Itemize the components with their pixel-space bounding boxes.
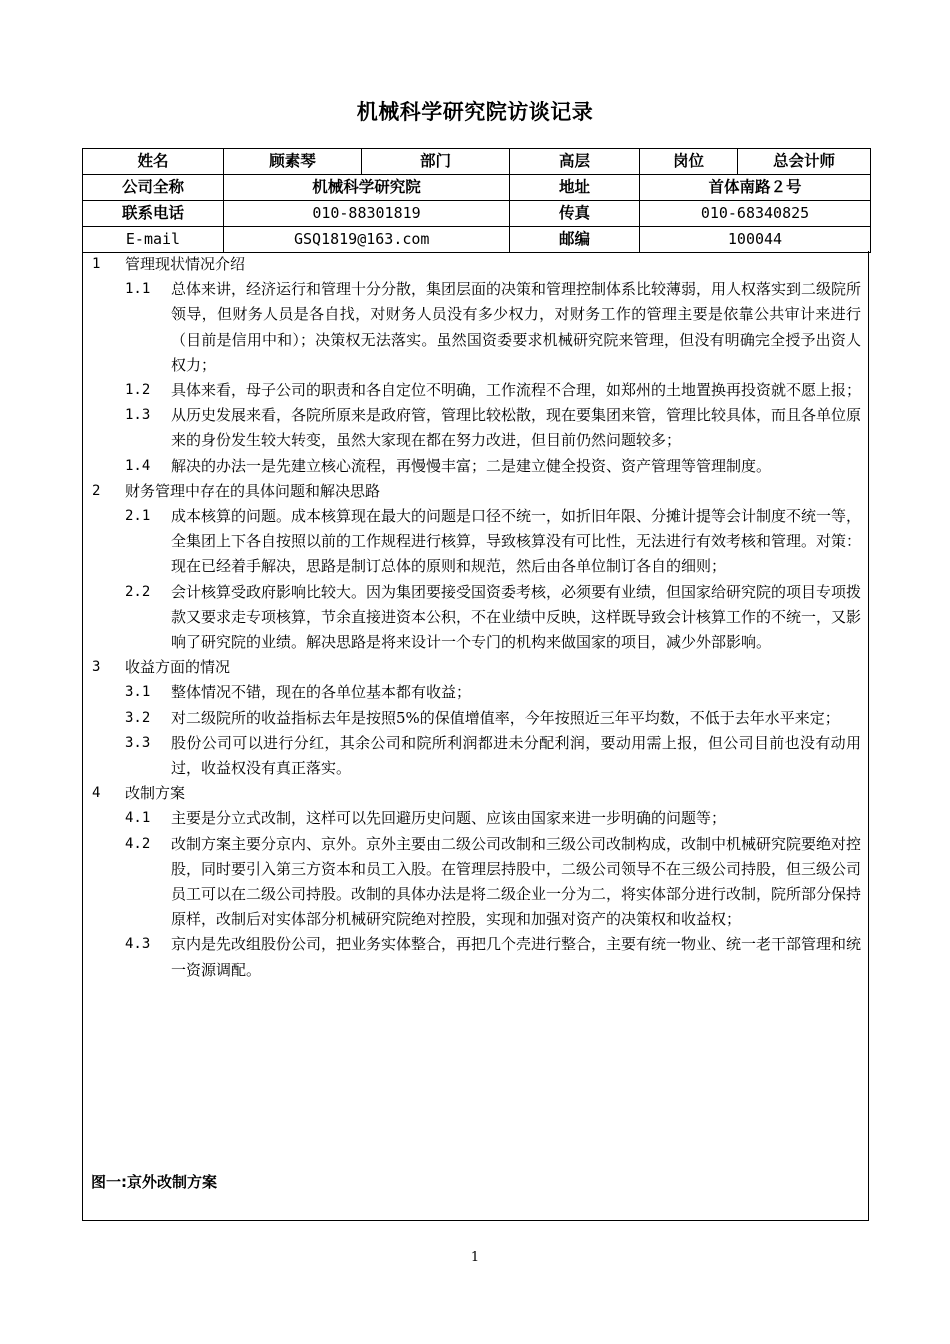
list-item [83,832,870,933]
list-item [83,706,870,731]
item-number: 1.2 [125,382,151,398]
list-item [83,680,870,705]
fax-label: 传真 [510,201,640,227]
position-value: 总会计师 [738,149,871,175]
section-number: 1 [92,256,101,272]
item-text: 整体情况不错，现在的各单位基本都有收益； [171,683,472,702]
item-text: 会计核算受政府影响比较大。因为集团要接受国资委考核，必须要有业绩，但国家给研究院的项目专项拨款又要求走专项核算，节余直接进资本公积，不在业绩中反映，这样既导致会计核算工作的不统一，又影响了研究院的业绩。解决思路是将来设计一个专门的机构来做国家的项目，减少外部影响。 [171,582,862,652]
info-table [82,148,871,253]
address-label: 地址 [510,175,640,201]
dept-label: 部门 [362,149,510,175]
item-text: 主要是分立式改制，这样可以先回避历史问题、应该由国家来进一步明确的问题等； [171,809,727,828]
item-text: 解决的办法一是先建立核心流程，再慢慢丰富；二是建立健全投资、资产管理等管理制度。 [171,456,772,475]
table-row [83,175,871,201]
table-row [83,227,871,253]
item-text: 对二级院所的收益指标去年是按照5%的保值增值率，今年按照近三年平均数，不低于去年水平来定； [171,708,840,727]
item-number: 3.2 [125,709,151,726]
list-item [83,731,870,781]
table-row [83,149,871,175]
email-label: E-mail [83,227,224,253]
dept-value: 高层 [510,149,640,175]
address-value: 首体南路２号 [640,175,871,201]
position-label: 岗位 [640,149,738,175]
item-text: 成本核算的问题。成本核算现在最大的问题是口径不统一，如折旧年限、分摊计提等会计制度不统一等，全集团上下各自按照以前的工作规程进行核算，导致核算没有可比性，无法进行有效考核和管理。对策：现在已经着手解决，思路是制订总体的原则和规范，然后由各单位制订各自的细则； [171,507,862,576]
section-number: 2 [92,482,101,499]
section-heading [83,252,870,277]
section-heading [83,781,870,806]
item-number: 2.2 [125,583,151,600]
phone-value: 010-88301819 [224,201,510,227]
item-text: 总体来讲，经济运行和管理十分分散，集团层面的决策和管理控制体系比较薄弱，用人权落实到二级院所领导，但财务人员是各自找，对财务人员没有多少权力，对财务工作的管理主要是依靠公共审计来进行（目前是信用中和）；决策权无法落实。虽然国资委要求机械研究院来管理，但没有明确完全授予出资人权力； [171,280,862,374]
item-text: 股份公司可以进行分红，其余公司和院所利润都进未分配利润，要动用需上报，但公司目前也没有动用过，收益权没有真正落实。 [171,733,861,778]
list-item [83,454,870,479]
list-item [83,378,870,403]
list-item [83,806,870,831]
list-item [83,277,870,378]
item-text: 京内是先改组股份公司，把业务实体整合，再把几个壳进行整合，主要有统一物业、统一老干部管理和统一资源调配。 [171,935,862,979]
list-item [83,580,870,656]
item-number: 3.1 [125,684,151,701]
postcode-value: 100044 [640,227,871,253]
item-number: 4.3 [125,936,151,953]
phone-label: 联系电话 [83,201,224,227]
item-number: 1.1 [125,281,151,298]
name-label: 姓名 [83,149,224,175]
item-text: 具体来看，母子公司的职责和各自定位不明确，工作流程不合理，如郑州的土地置换再投资就不愿上报； [171,381,862,399]
company-value: 机械科学研究院 [224,175,510,201]
fax-value: 010-68340825 [640,201,871,227]
list-item [83,932,870,982]
interview-notes [83,252,870,983]
item-number: 3.3 [125,734,151,751]
table-row [83,201,871,227]
page-number: 1 [470,1250,480,1265]
interview-notes-box [82,251,869,1221]
section-title: 改制方案 [125,784,186,803]
item-number: 1.4 [125,457,151,474]
section-title: 财务管理中存在的具体问题和解决思路 [125,481,381,500]
figure-caption: 图一:京外改制方案 [91,1173,217,1191]
section-heading [83,655,870,680]
section-number: 3 [92,659,101,676]
list-item [83,504,870,580]
document-title: 机械科学研究院访谈记录 [356,100,594,124]
item-text: 改制方案主要分京内、京外。京外主要由二级公司改制和三级公司改制构成，改制中机械研究院要绝对控股，同时要引入第三方资本和员工入股。在管理层持股中，二级公司领导不在三级公司持股，但三级公司员工可以在二级公司持股。改制的具体办法是将二级企业一分为二，将实体部分进行改制，院所部分保持原样，改制后对实体部分机械研究院绝对控股，实现和加强对资产的决策权和收益权； [171,834,862,929]
postcode-label: 邮编 [510,227,640,253]
section-title: 管理现状情况介绍 [125,255,246,273]
item-number: 4.1 [125,810,151,827]
company-label: 公司全称 [83,175,224,201]
email-value: GSQ1819@163.com [224,227,510,253]
item-number: 1.3 [125,407,151,424]
item-text: 从历史发展来看，各院所原来是政府管，管理比较松散，现在要集团来管，管理比较具体，而且各单位原来的身份发生较大转变，虽然大家现在都在努力改进，但目前仍然问题较多； [171,406,862,450]
section-title: 收益方面的情况 [125,658,231,677]
list-item [83,403,870,453]
item-number: 4.2 [125,835,151,852]
section-number: 4 [92,785,101,802]
item-number: 2.1 [125,508,151,524]
section-heading [83,479,870,504]
name-value: 顾素琴 [224,149,362,175]
